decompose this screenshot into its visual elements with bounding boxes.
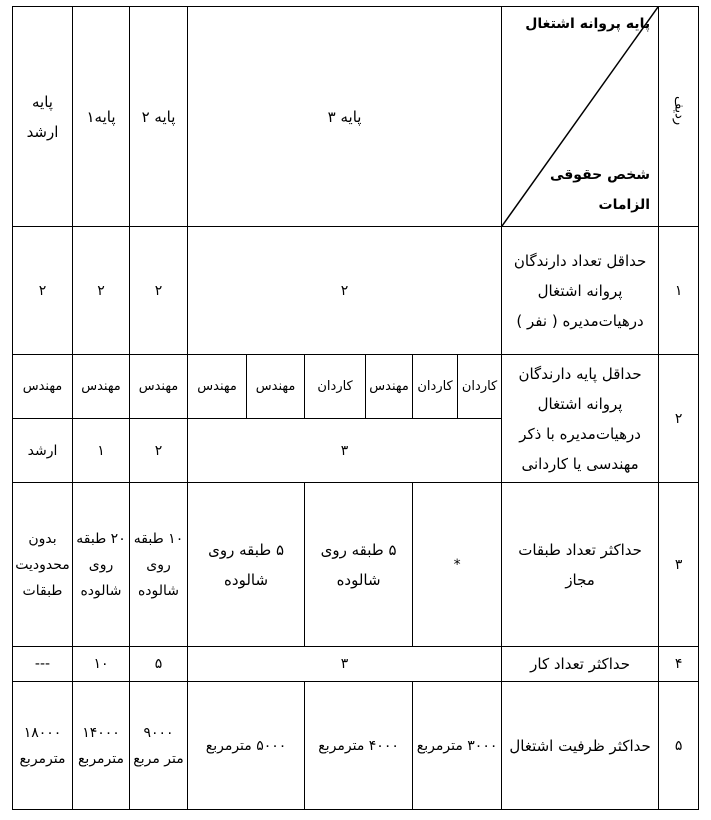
cell-grade1: مهندس xyxy=(73,355,130,419)
table-row xyxy=(13,227,699,355)
requirements-table-wrapper xyxy=(12,6,698,810)
row-number-header: ردیف xyxy=(659,7,699,227)
cell-grade2: ۵ xyxy=(130,647,188,682)
cell-grade3: ۳ xyxy=(188,647,502,682)
row-number: ۲ xyxy=(659,355,699,483)
cell-senior: ۲ xyxy=(13,227,73,355)
cell-grade2: ۲ xyxy=(130,227,188,355)
grade3-header: پایه ۳ xyxy=(188,7,502,227)
cell-grade3: ۲ xyxy=(188,227,502,355)
cell-grade3-c: ۵۰۰۰ مترمربع xyxy=(188,682,305,810)
cell-grade3-b: ۴۰۰۰ مترمربع xyxy=(305,682,413,810)
row-label: حداکثر ظرفیت اشتغال xyxy=(502,682,659,810)
table-row xyxy=(13,483,699,647)
row-label: حداکثر تعداد کار xyxy=(502,647,659,682)
cell-sub-2: کاردان xyxy=(413,355,458,419)
senior-header: پایه ارشد xyxy=(13,7,73,227)
table-row xyxy=(13,682,699,810)
cell-grade1-level: ۱ xyxy=(73,419,130,483)
row-number: ۱ xyxy=(659,227,699,355)
requirements-table xyxy=(12,6,699,810)
header-row xyxy=(13,7,699,227)
cell-grade2: مهندس xyxy=(130,355,188,419)
cell-sub-6: مهندس xyxy=(188,355,247,419)
cell-senior: مهندس xyxy=(13,355,73,419)
table-row xyxy=(13,647,699,682)
grade2-header: پایه ۲ xyxy=(130,7,188,227)
cell-grade2: ۱۰ طبقه روی شالوده xyxy=(130,483,188,647)
cell-grade3-a: * xyxy=(413,483,502,647)
row-number: ۴ xyxy=(659,647,699,682)
diag-bottom-label: شخص حقوقی الزامات xyxy=(549,167,651,213)
table-row xyxy=(13,355,699,419)
cell-senior: بدون محدودیت طبقات xyxy=(13,483,73,647)
cell-grade3-level: ۳ xyxy=(188,419,502,483)
row-number: ۳ xyxy=(659,483,699,647)
cell-grade2: ۹۰۰۰ متر مربع xyxy=(130,682,188,810)
diagonal-header-cell xyxy=(502,7,659,227)
cell-grade2-level: ۲ xyxy=(130,419,188,483)
cell-senior: ۱۸۰۰۰ مترمربع xyxy=(13,682,73,810)
diag-top-label: پایه پروانه اشتغال xyxy=(525,16,651,32)
cell-grade3-c: ۵ طبقه روی شالوده xyxy=(188,483,305,647)
grade1-header: پایه۱ xyxy=(73,7,130,227)
cell-grade1: ۲۰ طبقه روی شالوده xyxy=(73,483,130,647)
cell-sub-4: کاردان xyxy=(305,355,366,419)
row-label: حداکثر تعداد طبقات مجاز xyxy=(502,483,659,647)
row-number: ۵ xyxy=(659,682,699,810)
cell-sub-5: مهندس xyxy=(247,355,305,419)
cell-grade3-b: ۵ طبقه روی شالوده xyxy=(305,483,413,647)
cell-sub-1: کاردان xyxy=(458,355,502,419)
cell-grade1: ۲ xyxy=(73,227,130,355)
cell-senior: --- xyxy=(13,647,73,682)
row-label: حداقل پایه دارندگان پروانه اشتغال درهیات‌مدیره با ذکر مهندسی یا کاردانی xyxy=(502,355,659,483)
cell-grade1: ۱۴۰۰۰ مترمربع xyxy=(73,682,130,810)
cell-grade1: ۱۰ xyxy=(73,647,130,682)
cell-grade3-a: ۳۰۰۰ مترمربع xyxy=(413,682,502,810)
cell-senior-level: ارشد xyxy=(13,419,73,483)
cell-sub-3: مهندس xyxy=(366,355,413,419)
row-label: حداقل تعداد دارندگان پروانه اشتغال درهیات‌مدیره ( نفر ) xyxy=(502,227,659,355)
